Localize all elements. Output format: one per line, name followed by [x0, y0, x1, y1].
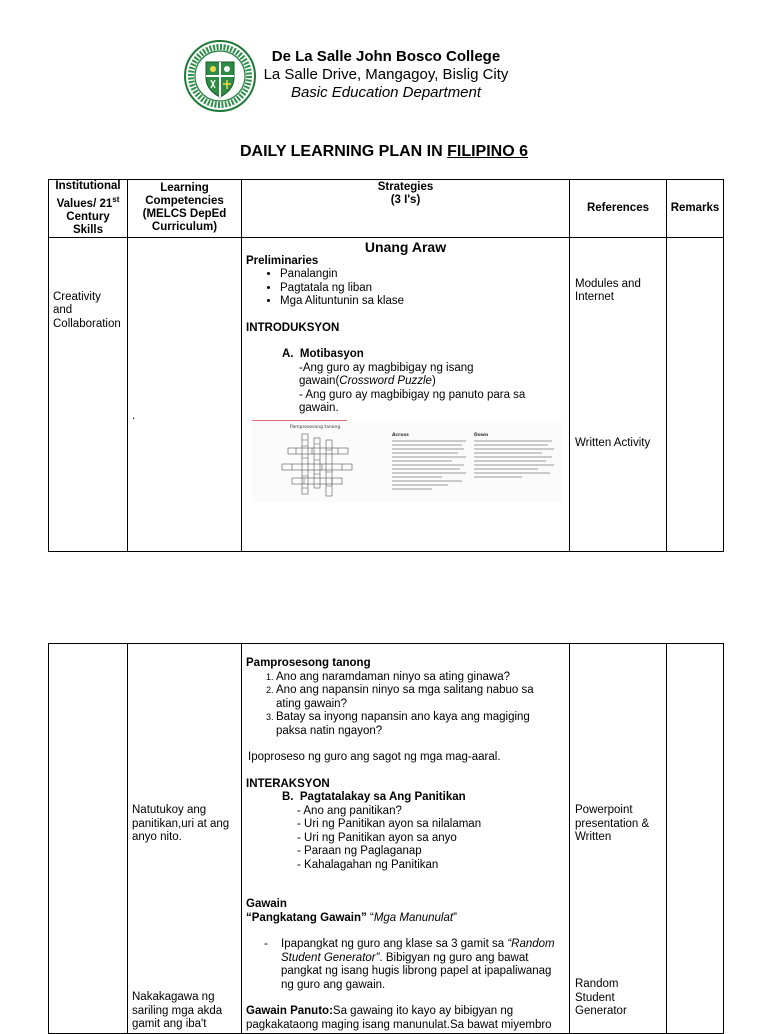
reference-modules — [575, 278, 641, 305]
header-strategies — [242, 180, 570, 238]
interaksyon-heading: INTERAKSYON — [246, 777, 330, 790]
reference-line: Modules and — [575, 277, 641, 290]
puzzle-title: Pamprosesong tanong — [290, 424, 341, 430]
crossword-grid-icon — [252, 420, 562, 502]
list-item: • Panalangin — [280, 268, 569, 282]
topic-list — [242, 805, 569, 873]
competency-line: Natutukoy ang — [132, 804, 207, 816]
instruction-block — [242, 938, 569, 992]
cell-remarks — [667, 644, 724, 1034]
cell-values — [49, 644, 128, 1034]
title-subject: FILIPINO 6 — [447, 143, 529, 160]
values-line: Creativity — [53, 290, 101, 303]
cell-strategies — [242, 237, 570, 551]
puzzle-down-label: Down — [474, 432, 489, 438]
list-item: - Ano ang panitikan? — [297, 804, 402, 817]
panuto-label: Gawain Panuto: — [246, 1005, 333, 1017]
header-remarks: Remarks — [667, 180, 724, 238]
mot-text: gawain( — [299, 375, 340, 388]
department-name: Basic Education Department — [290, 84, 482, 101]
question-text: ating gawain? — [276, 697, 347, 710]
document-title — [0, 143, 768, 161]
cell-competencies — [128, 644, 242, 1034]
table-header-row — [49, 180, 724, 238]
list-item: • Pagtatala ng liban — [280, 282, 569, 296]
competency-panitikan — [132, 804, 229, 845]
list-item: - Uri ng Panitikan ayon sa anyo — [297, 831, 457, 844]
pagtatalakay-heading — [242, 791, 569, 805]
pamproseso-heading: Pamprosesong tanong — [246, 657, 371, 669]
values-text — [53, 291, 121, 332]
header-values-line: Institutional — [55, 180, 121, 192]
list-item: - Kahalagahan ng Panitikan — [297, 858, 439, 871]
motibasyon-text — [242, 362, 569, 416]
list-item: - Paraan ng Paglaganap — [297, 845, 422, 857]
cell-competencies — [128, 237, 242, 551]
mot-italic: Crossword Puzzle — [339, 375, 432, 388]
competency-line: gamit ang iba't — [132, 1018, 207, 1030]
table-row-continued — [49, 644, 724, 1034]
list-item: - Uri ng Panitikan ayon sa nilalaman — [297, 818, 482, 830]
header-competencies — [128, 180, 242, 238]
header-comp-line: Curriculum) — [151, 221, 218, 234]
competency-line: anyo nito. — [132, 831, 182, 843]
mot-text: ) — [431, 375, 436, 388]
competency-line: Nakakagawa ng — [132, 991, 215, 1003]
header-strat-line: Strategies — [377, 181, 434, 193]
cell-references — [570, 237, 667, 551]
instruction-text: . Bibigyan ng guro ang bawat — [379, 951, 529, 964]
instruction-italic: Student Generator” — [281, 951, 380, 964]
header-comp-line: Competencies — [145, 195, 224, 208]
question-list — [242, 671, 569, 739]
reference-powerpoint — [575, 804, 649, 845]
preliminaries-heading: Preliminaries — [246, 254, 319, 267]
panuto-line: pagkakataong maging isang manunulat.Sa bawat miyembro — [246, 1018, 552, 1031]
values-line: and — [53, 304, 73, 317]
reference-line: Student — [575, 991, 615, 1004]
header-comp-line: (MELCS DepEd — [142, 208, 227, 221]
instruction-line — [281, 952, 569, 966]
title-prefix: DAILY LEARNING PLAN IN — [239, 143, 448, 160]
reference-line: Random — [575, 978, 619, 990]
instruction-line: pangkat ng isang hugis librong papel at ipapaliwanag — [281, 965, 552, 977]
mot-line: -Ang guro ay magbibigay ng isang — [299, 361, 474, 374]
list-item — [276, 671, 569, 685]
plan-table-day1-continued — [48, 643, 724, 1034]
panuto-block — [242, 1005, 569, 1032]
cell-values — [49, 237, 128, 551]
school-name: De La Salle John Bosco College — [271, 48, 501, 65]
instruction-dash: - — [264, 938, 268, 950]
header-values-line: Skills — [72, 223, 104, 236]
header-values-line: Century — [66, 210, 110, 223]
table-row-day1 — [49, 237, 724, 551]
competency-line: sariling mga akda — [132, 1004, 223, 1017]
header-values — [49, 180, 128, 238]
b-letter: B. — [282, 791, 294, 803]
school-seal-icon — [184, 40, 256, 112]
question-text: paksa natin ngayon? — [276, 724, 383, 737]
reference-line: Powerpoint — [575, 804, 633, 816]
question-text: Ano ang napansin ninyo sa mga salitang nabuo sa — [276, 684, 534, 696]
motibasyon-heading — [242, 348, 569, 362]
cell-strategies — [242, 644, 570, 1034]
panuto-line — [246, 1005, 569, 1019]
school-address: La Salle Drive, Mangagoy, Bislig City — [263, 66, 509, 83]
cell-remarks — [667, 237, 724, 551]
reference-written-activity: Written Activity — [575, 436, 651, 449]
reference-line: Written — [575, 831, 612, 843]
header-values-sup: st — [112, 195, 120, 204]
header-comp-line: Learning — [160, 182, 209, 195]
pangkat-text: ” — [453, 911, 457, 924]
instruction-text: Ipapangkat ng guro ang klase sa 3 gamit sa — [281, 938, 508, 950]
gawain-heading: Gawain — [246, 898, 287, 910]
introduksyon-heading: INTRODUKSYON — [246, 321, 340, 334]
motibasyon-label: Motibasyon — [299, 348, 364, 361]
iproseso-text: Ipoproseso ng guro ang sagot ng mga mag-aaral. — [248, 751, 501, 763]
pangkat-text: “ — [366, 911, 374, 924]
school-header — [256, 48, 516, 102]
motibasyon-letter: A. — [282, 348, 294, 361]
pangkat-italic: Mga Manunulat — [373, 911, 454, 924]
question-text: Ano ang naramdaman ninyo sa ating ginawa? — [276, 670, 510, 683]
day-title: Unang Araw — [364, 238, 447, 255]
reference-line: presentation & — [575, 817, 650, 830]
header-strat-line: (3 I's) — [390, 194, 421, 206]
reference-random-generator — [575, 978, 627, 1019]
puzzle-across-label: Across — [392, 432, 409, 438]
reference-line: Internet — [575, 291, 614, 304]
list-item — [276, 684, 569, 711]
reference-line: Generator — [575, 1005, 627, 1017]
list-item: • Mga Alituntunin sa klase — [280, 295, 569, 309]
instruction-line: ng guro ang gawain. — [281, 978, 386, 991]
list-item — [276, 711, 569, 738]
mot-line: gawain. — [299, 402, 339, 415]
competency-akda — [132, 991, 222, 1032]
question-text: Batay sa inyong napansin ano kaya ang magiging — [276, 711, 530, 723]
b-title: Pagtatalakay sa Ang Panitikan — [299, 791, 466, 803]
mot-line — [299, 375, 569, 389]
prelim-list — [242, 268, 569, 309]
competency-dot: . — [132, 409, 136, 422]
pangkat-heading — [242, 912, 569, 926]
header-values-line — [49, 193, 127, 211]
values-line: Collaboration — [53, 317, 121, 330]
mot-line: - Ang guro ay magbibigay ng panuto para sa — [299, 388, 526, 401]
header-references: References — [570, 180, 667, 238]
header-values-text: Values/ 21 — [56, 197, 113, 210]
instruction-line — [281, 938, 569, 952]
plan-table-day1 — [48, 179, 724, 552]
instruction-italic: “Random — [507, 938, 555, 950]
pangkat-bold: “Pangkatang Gawain” — [246, 911, 367, 924]
competency-line: panitikan,uri at ang — [132, 817, 230, 830]
crossword-puzzle-image — [252, 420, 562, 502]
panuto-text: Sa gawaing ito kayo ay bibigyan ng — [332, 1005, 514, 1017]
cell-references — [570, 644, 667, 1034]
